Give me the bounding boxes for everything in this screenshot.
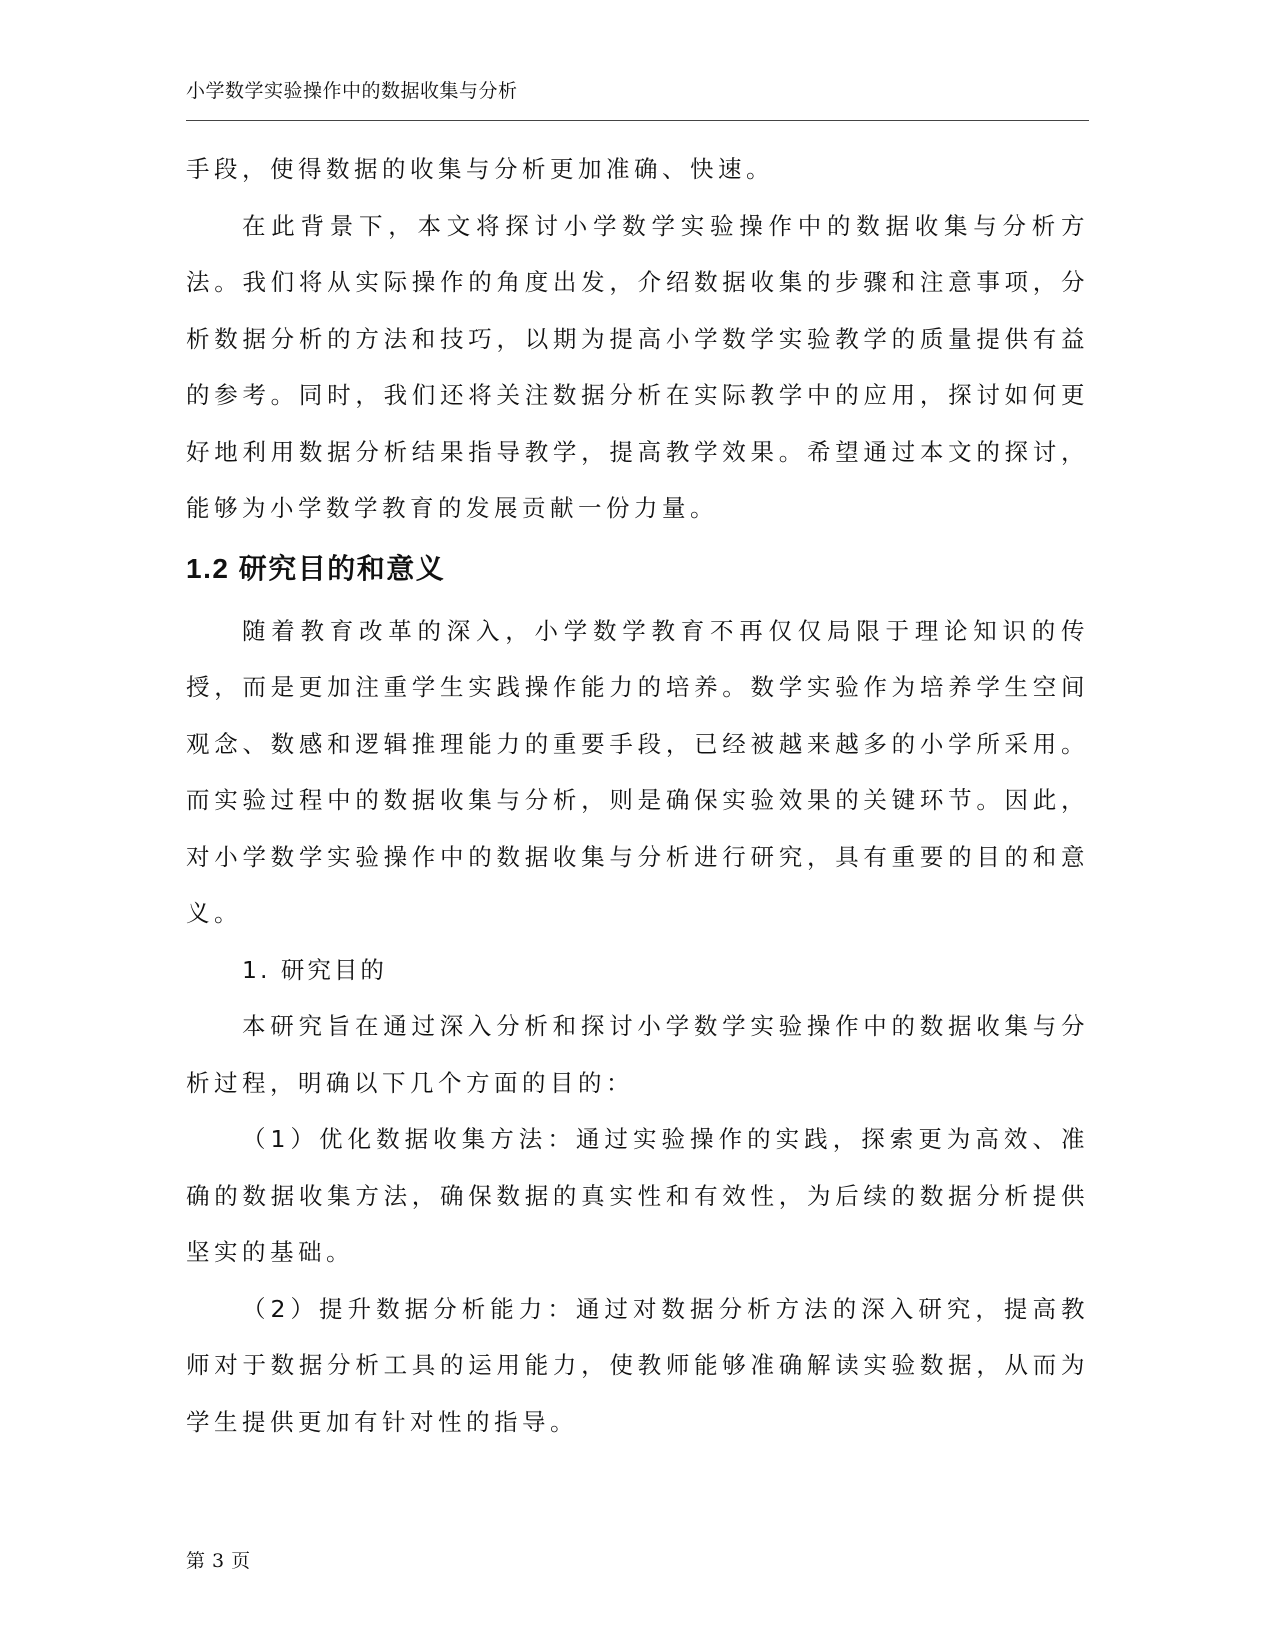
paragraph-continuation: 手段，使得数据的收集与分析更加准确、快速。 (186, 155, 774, 183)
page-number: 第 3 页 (186, 1550, 251, 1572)
paragraph-reform: 随着教育改革的深入，小学数学教育不再仅仅局限于理论知识的传授，而是更加注重学生实践操作能力的培养。数学实验作为培养学生空间观念、数感和逻辑推理能力的重要手段，已经被越来越多的小学所采用。而实验过程中的数据收集与分析，则是确保实验效果的关键环节。因此，对小学数学实验操作中的数据收集与分析进行研究，具有重要的目的和意义。 (186, 616, 1089, 927)
section-heading: 1.2 研究目的和意义 (186, 552, 446, 584)
paragraph-purpose: 本研究旨在通过深入分析和探讨小学数学实验操作中的数据收集与分析过程，明确以下几个方面的目的： (186, 1012, 1089, 1097)
paragraph-background: 在此背景下，本文将探讨小学数学实验操作中的数据收集与分析方法。我们将从实际操作的角度出发，介绍数据收集的步骤和注意事项，分析数据分析的方法和技巧，以期为提高小学数学实验教学的质量提供有益的参考。同时，我们还将关注数据分析在实际教学中的应用，探讨如何更好地利用数据分析结果指导教学，提高教学效果。希望通过本文的探讨，能够为小学数学教育的发展贡献一份力量。 (186, 211, 1089, 522)
list-item-1: （1）优化数据收集方法：通过实验操作的实践，探索更为高效、准确的数据收集方法，确保数据的真实性和有效性，为后续的数据分析提供坚实的基础。 (186, 1125, 1089, 1266)
header-divider (186, 120, 1089, 121)
subheading-research-purpose: 1. 研究目的 (242, 955, 387, 984)
list-item-2: （2）提升数据分析能力：通过对数据分析方法的深入研究，提高教师对于数据分析工具的运用能力，使教师能够准确解读实验数据，从而为学生提供更加有针对性的指导。 (186, 1294, 1089, 1436)
document-body (186, 141, 1089, 1450)
running-header: 小学数学实验操作中的数据收集与分析 (186, 80, 518, 102)
